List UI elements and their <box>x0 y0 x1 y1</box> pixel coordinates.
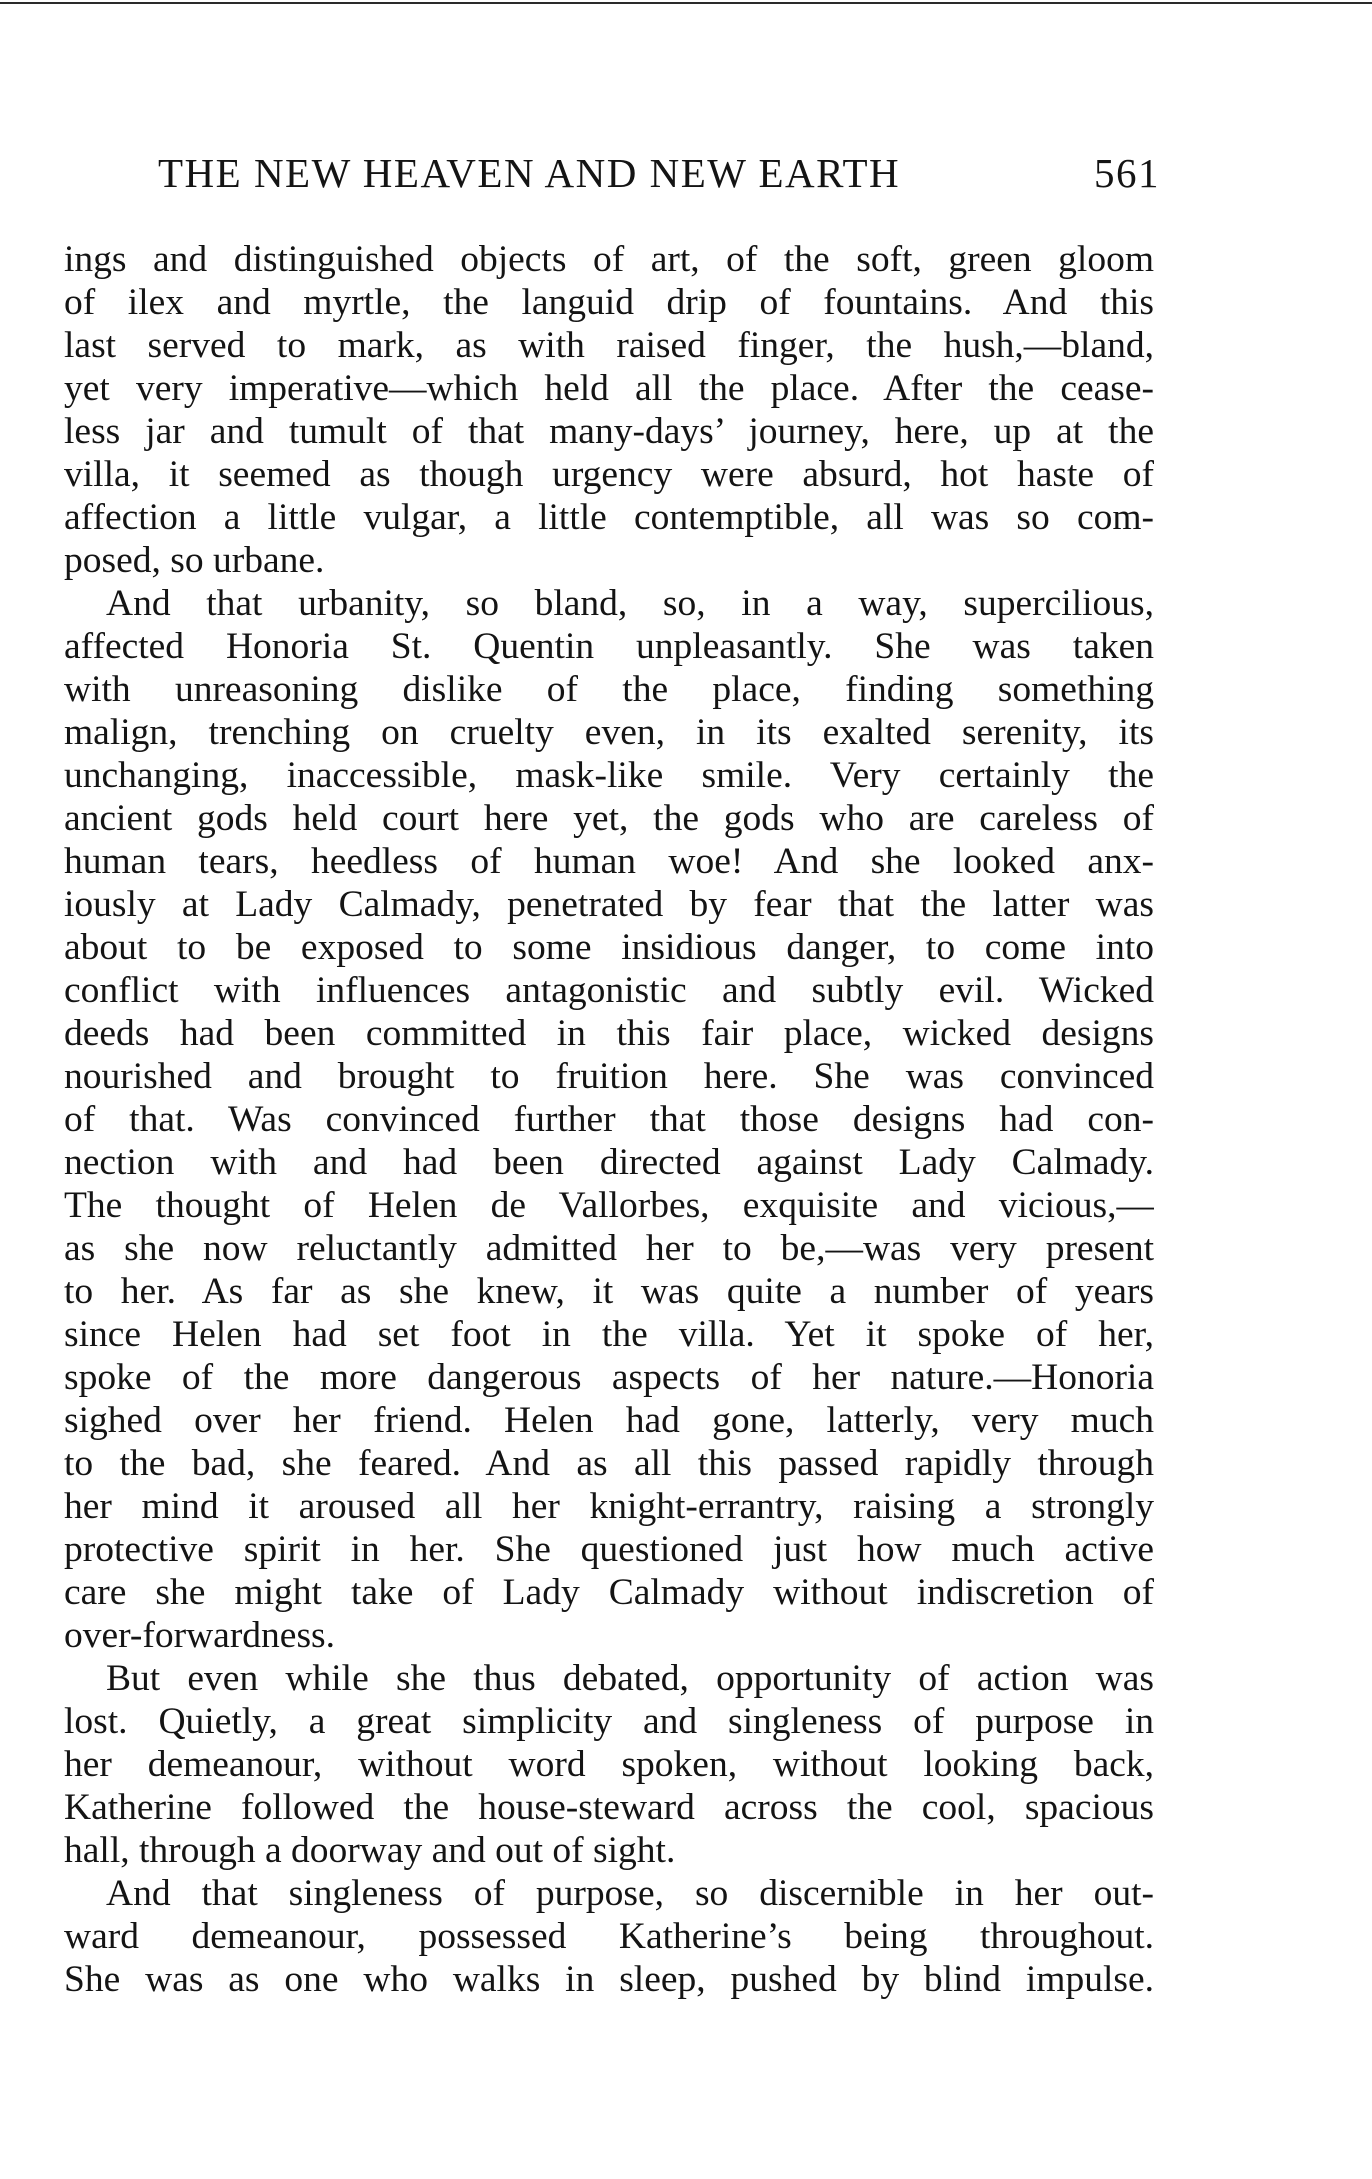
text-line: And that urbanity, so bland, so, in a way, supercilious, <box>106 583 1154 624</box>
text-line: last served to mark, as with raised finger, the hush,—bland, <box>64 325 1154 366</box>
text-line: ancient gods held court here yet, the gods who are careless of <box>64 798 1154 839</box>
running-title: THE NEW HEAVEN AND NEW EARTH <box>158 150 901 196</box>
text-line: yet very imperative—which held all the place. After the cease- <box>64 368 1154 409</box>
text-line: The thought of Helen de Vallorbes, exquisite and vicious,— <box>64 1185 1154 1226</box>
text-line: affected Honoria St. Quentin unpleasantly. She was taken <box>64 626 1154 667</box>
text-line: of that. Was convinced further that those designs had con- <box>64 1099 1154 1140</box>
text-line: to the bad, she feared. And as all this passed rapidly through <box>64 1443 1154 1484</box>
text-line: about to be exposed to some insidious danger, to come into <box>64 927 1154 968</box>
text-line: to her. As far as she knew, it was quite a number of years <box>64 1271 1154 1312</box>
text-line: hall, through a doorway and out of sight. <box>64 1830 676 1871</box>
text-line: nection with and had been directed against Lady Calmady. <box>64 1142 1154 1183</box>
text-line: since Helen had set foot in the villa. Yet it spoke of her, <box>64 1314 1154 1355</box>
page-number: 561 <box>1094 150 1160 196</box>
text-line: as she now reluctantly admitted her to be,—was very present <box>64 1228 1154 1269</box>
paragraph <box>64 582 1154 1657</box>
text-line: with unreasoning dislike of the place, finding something <box>64 669 1154 710</box>
text-line: spoke of the more dangerous aspects of her nature.—Honoria <box>64 1357 1154 1398</box>
text-line: over-forwardness. <box>64 1615 336 1656</box>
running-header <box>150 148 1160 198</box>
text-line: her demeanour, without word spoken, without looking back, <box>64 1744 1154 1785</box>
text-line: iously at Lady Calmady, penetrated by fear that the latter was <box>64 884 1154 925</box>
text-line: care she might take of Lady Calmady without indiscretion of <box>64 1572 1154 1613</box>
text-line: deeds had been committed in this fair place, wicked designs <box>64 1013 1154 1054</box>
text-line: unchanging, inaccessible, mask-like smile. Very certainly the <box>64 755 1154 796</box>
text-line: conflict with influences antagonistic and subtly evil. Wicked <box>64 970 1154 1011</box>
text-line: posed, so urbane. <box>64 540 325 581</box>
text-line: affection a little vulgar, a little contemptible, all was so com- <box>64 497 1154 538</box>
text-line: ward demeanour, possessed Katherine’s being throughout. <box>64 1916 1154 1957</box>
text-line: of ilex and myrtle, the languid drip of fountains. And this <box>64 282 1154 323</box>
text-line: human tears, heedless of human woe! And she looked anx- <box>64 841 1154 882</box>
text-line: lost. Quietly, a great simplicity and singleness of purpose in <box>64 1701 1154 1742</box>
text-line: villa, it seemed as though urgency were absurd, hot haste of <box>64 454 1154 495</box>
text-line: less jar and tumult of that many-days’ journey, here, up at the <box>64 411 1154 452</box>
text-line: nourished and brought to fruition here. She was convinced <box>64 1056 1154 1097</box>
paragraph <box>64 1872 1154 2001</box>
paragraph <box>64 238 1154 582</box>
text-line: ings and distinguished objects of art, of the soft, green gloom <box>64 239 1154 280</box>
top-rule <box>0 2 1372 4</box>
text-line: Katherine followed the house-steward across the cool, spacious <box>64 1787 1154 1828</box>
text-line: malign, trenching on cruelty even, in its exalted serenity, its <box>64 712 1154 753</box>
body-text <box>64 238 1154 2001</box>
text-line: She was as one who walks in sleep, pushed by blind impulse. <box>64 1959 1154 2000</box>
text-line: protective spirit in her. She questioned just how much active <box>64 1529 1154 1570</box>
text-line: sighed over her friend. Helen had gone, latterly, very much <box>64 1400 1154 1441</box>
text-line: her mind it aroused all her knight-errantry, raising a strongly <box>64 1486 1154 1527</box>
paragraph <box>64 1657 1154 1872</box>
text-line: And that singleness of purpose, so discernible in her out- <box>106 1873 1154 1914</box>
text-line: But even while she thus debated, opportunity of action was <box>106 1658 1154 1699</box>
